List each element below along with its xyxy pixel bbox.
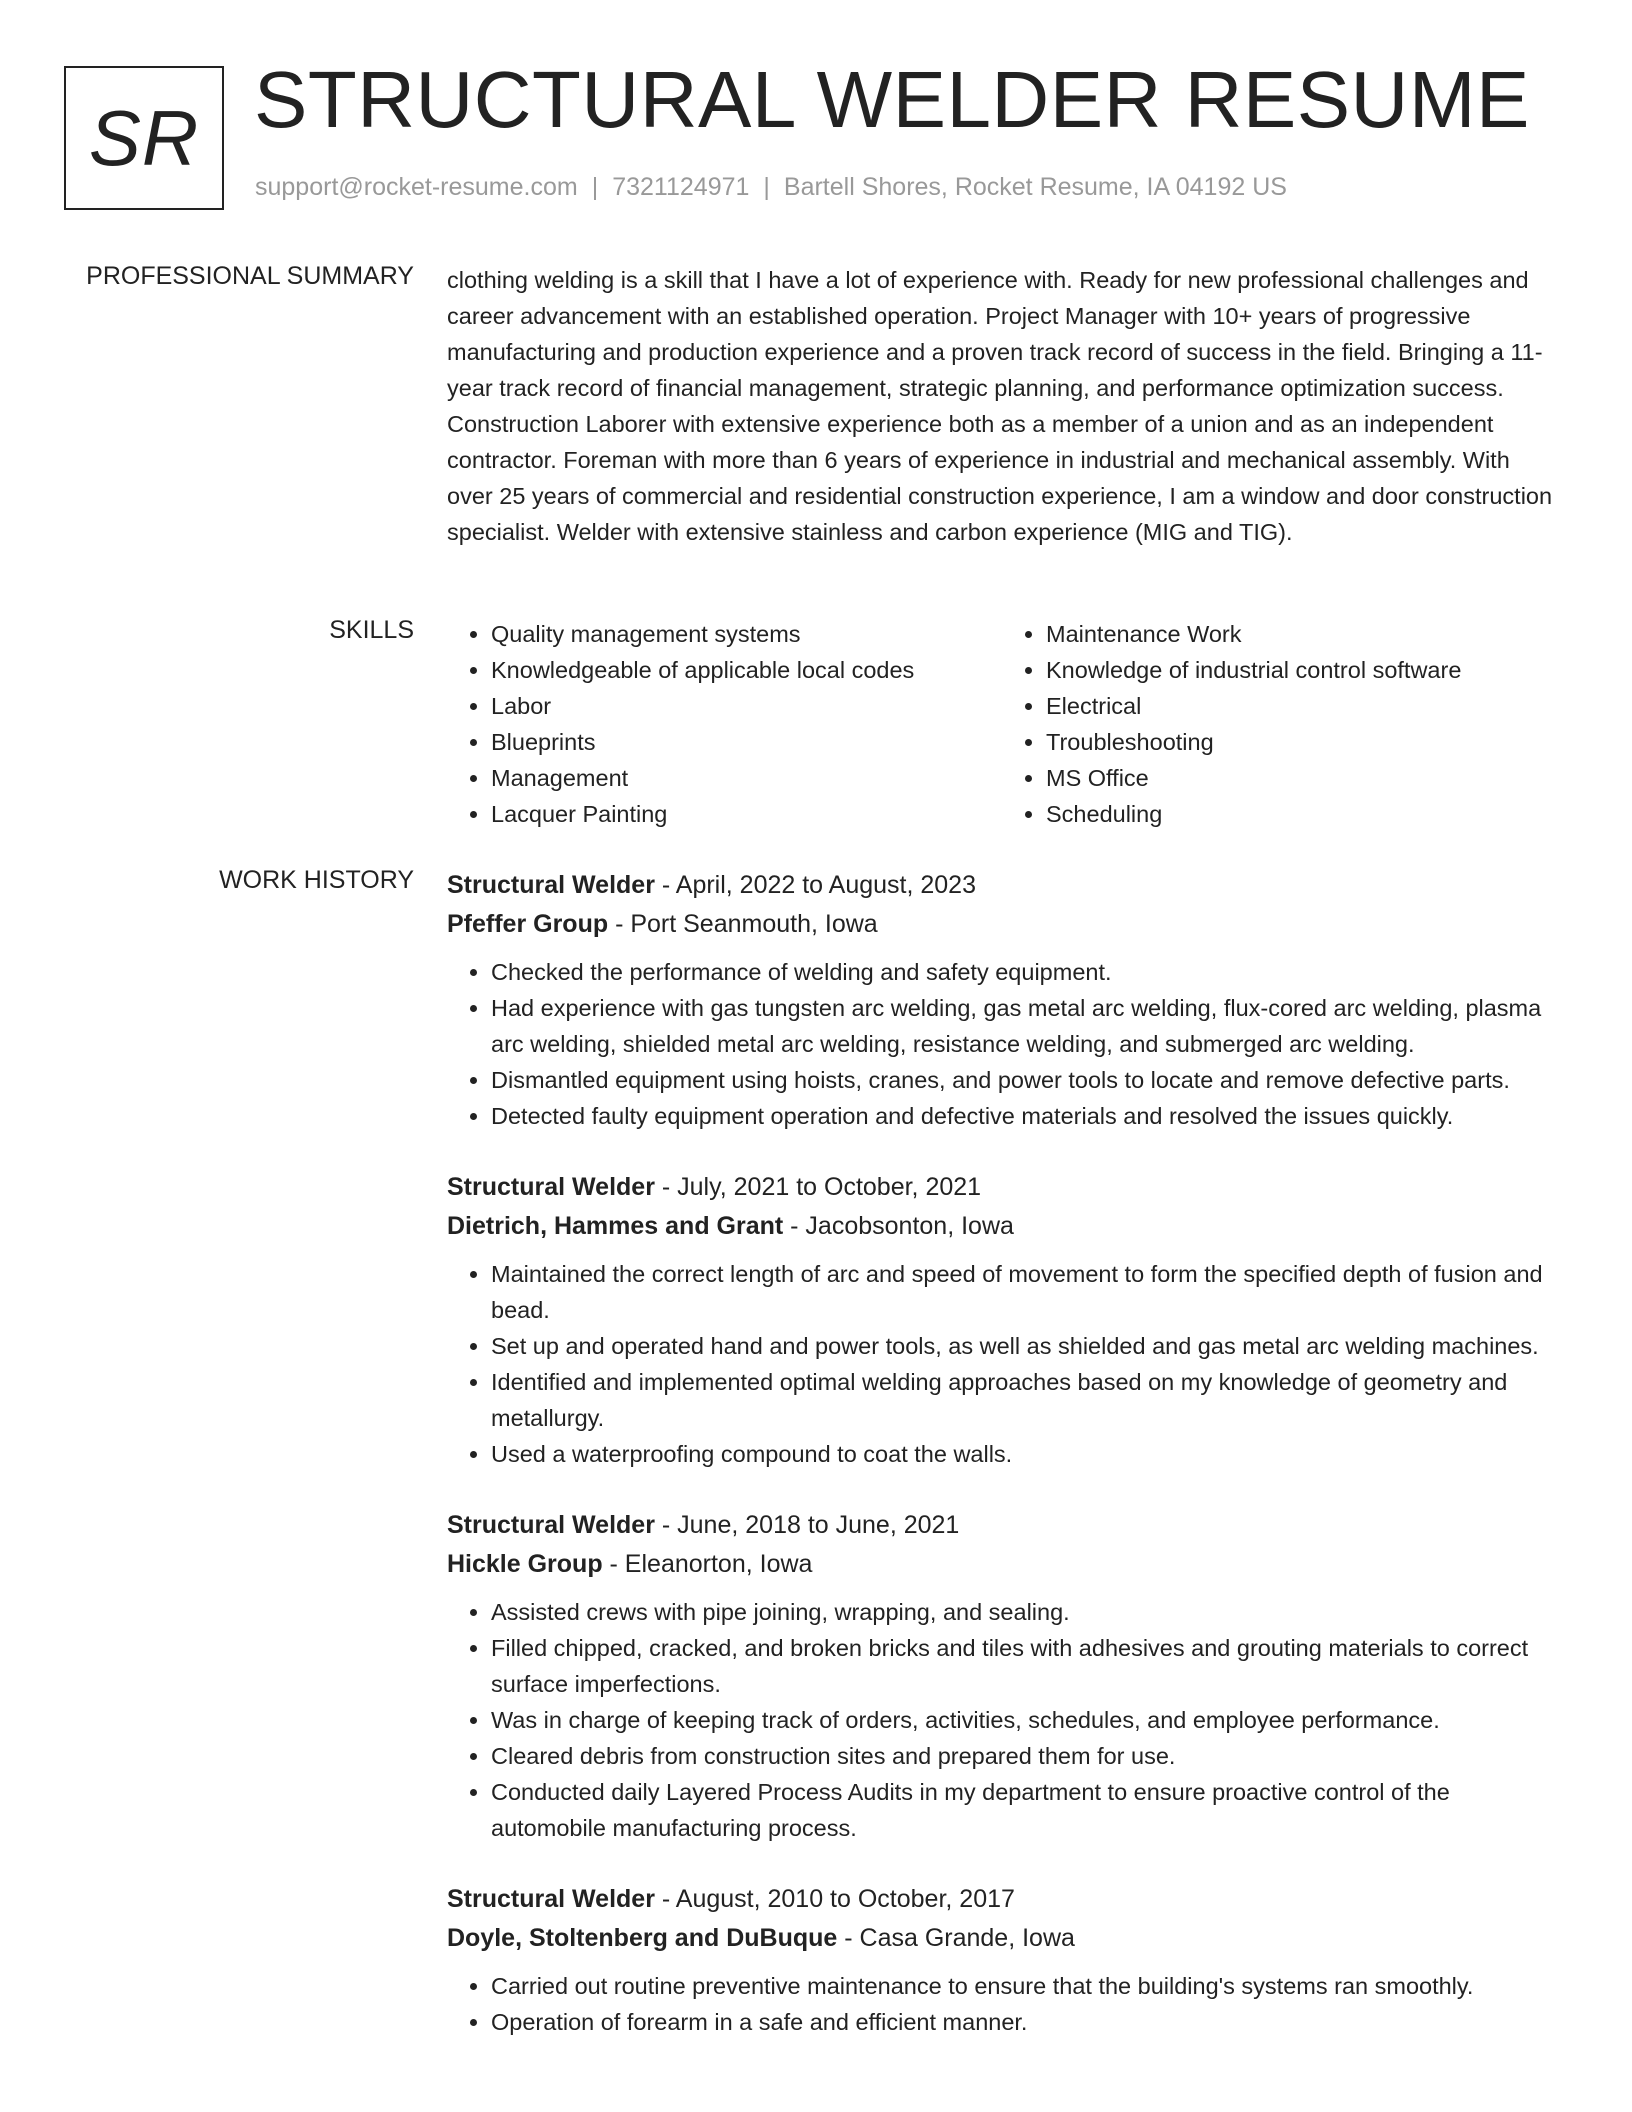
skill-item: • Labor [491, 688, 1002, 724]
job-dates: - April, 2022 to August, 2023 [654, 871, 976, 899]
job-bullets [447, 1594, 1557, 1846]
summary-heading: PROFESSIONAL SUMMARY [86, 262, 414, 290]
job-bullet: • Maintained the correct length of arc and speed of movement to form the specified depth of fusion and bead. [491, 1256, 1557, 1328]
job-location: - Port Seanmouth, Iowa [608, 910, 878, 938]
job-bullet: • Cleared debris from construction sites and prepared them for use. [491, 1738, 1557, 1774]
job-dates: - August, 2010 to October, 2017 [654, 1885, 1015, 1913]
job-bullet: • Set up and operated hand and power tools, as well as shielded and gas metal arc welding machines. [491, 1328, 1557, 1364]
job-location: - Eleanorton, Iowa [602, 1550, 813, 1578]
job-company: Doyle, Stoltenberg and DuBuque [447, 1924, 838, 1952]
monogram-box [64, 66, 224, 210]
job-bullet: • Filled chipped, cracked, and broken bricks and tiles with adhesives and grouting materials to correct surface imperfections. [491, 1630, 1557, 1702]
job-company: Dietrich, Hammes and Grant [447, 1212, 784, 1240]
job-bullet: • Was in charge of keeping track of orders, activities, schedules, and employee performance. [491, 1702, 1557, 1738]
job-location: - Casa Grande, Iowa [837, 1924, 1075, 1952]
job-bullet: • Conducted daily Layered Process Audits in my department to ensure proactive control of the automobile manufacturing process. [491, 1774, 1557, 1846]
job-dates: - June, 2018 to June, 2021 [654, 1511, 960, 1539]
job-title: Structural Welder [447, 1885, 655, 1913]
job-bullet: • Carried out routine preventive maintenance to ensure that the building's systems ran smoothly. [491, 1968, 1557, 2004]
skill-item: • Quality management systems [491, 616, 1002, 652]
job-title: Structural Welder [447, 871, 655, 899]
job-bullet: • Checked the performance of welding and safety equipment. [491, 954, 1557, 990]
job-bullets [447, 1256, 1557, 1472]
job-bullets [447, 1968, 1557, 2040]
skill-item: • MS Office [1046, 760, 1557, 796]
job-bullets [447, 954, 1557, 1134]
contact-phone[interactable]: 7321124971 [612, 173, 750, 201]
skill-item: • Troubleshooting [1046, 724, 1557, 760]
job-dates: - July, 2021 to October, 2021 [654, 1173, 982, 1201]
job-title: Structural Welder [447, 1173, 655, 1201]
contact-email[interactable]: support@rocket-resume.com [255, 173, 578, 201]
contact-separator: | [591, 173, 599, 201]
job-company: Pfeffer Group [447, 910, 609, 938]
contact-separator: | [763, 173, 770, 201]
job-bullet: • Used a waterproofing compound to coat the walls. [491, 1436, 1557, 1472]
skill-item: • Blueprints [491, 724, 1002, 760]
resume-title: STRUCTURAL WELDER RESUME [254, 55, 1530, 144]
job-bullet: • Assisted crews with pipe joining, wrapping, and sealing. [491, 1594, 1557, 1630]
contact-address: Bartell Shores, Rocket Resume, IA 04192 US [783, 173, 1287, 201]
skill-item: • Scheduling [1046, 796, 1557, 832]
skill-item: • Knowledgeable of applicable local codes [491, 652, 1002, 688]
job-entry [447, 1506, 1557, 1846]
skill-item: • Maintenance Work [1046, 616, 1557, 652]
monogram-initials: SR [88, 93, 200, 182]
job-entry [447, 866, 1557, 1134]
skill-item: • Lacquer Painting [491, 796, 1002, 832]
job-bullet: • Had experience with gas tungsten arc welding, gas metal arc welding, flux-cored arc welding, plasma arc welding, shielded metal arc welding, resistance welding, and submerged arc welding. [491, 990, 1557, 1062]
summary-text: clothing welding is a skill that I have a lot of experience with. Ready for new professional challenges and career advancement with an established operation. Project Manager with 10+ years of progressive manufacturing and production experience and a proven track record of success in the field. Bringing a 11-year track record of financial management, strategic planning, and performance optimization success. Construction Laborer with extensive experience both as a member of a union and as an independent contractor. Foreman with more than 6 years of experience in industrial and mechanical assembly. With over 25 years of commercial and residential construction experience, I am a window and door construction specialist. Welder with extensive stainless and carbon experience (MIG and TIG). [447, 267, 1553, 545]
skills-list-right [1002, 616, 1557, 832]
contact-line [255, 173, 1287, 202]
skills-list-left [447, 616, 1002, 832]
work-history-heading: WORK HISTORY [219, 866, 414, 894]
skill-item: • Management [491, 760, 1002, 796]
job-bullet: • Detected faulty equipment operation and defective materials and resolved the issues quickly. [491, 1098, 1557, 1134]
job-location: - Jacobsonton, Iowa [783, 1212, 1014, 1240]
job-entry [447, 1168, 1557, 1472]
job-bullet: • Operation of forearm in a safe and efficient manner. [491, 2004, 1557, 2040]
job-entry [447, 1880, 1557, 2040]
skill-item: • Electrical [1046, 688, 1557, 724]
skill-item: • Knowledge of industrial control software [1046, 652, 1557, 688]
job-bullet: • Identified and implemented optimal welding approaches based on my knowledge of geometry and metallurgy. [491, 1364, 1557, 1436]
job-title: Structural Welder [447, 1511, 655, 1539]
skills-heading: SKILLS [329, 616, 414, 644]
job-company: Hickle Group [447, 1550, 603, 1578]
job-bullet: • Dismantled equipment using hoists, cranes, and power tools to locate and remove defective parts. [491, 1062, 1557, 1098]
